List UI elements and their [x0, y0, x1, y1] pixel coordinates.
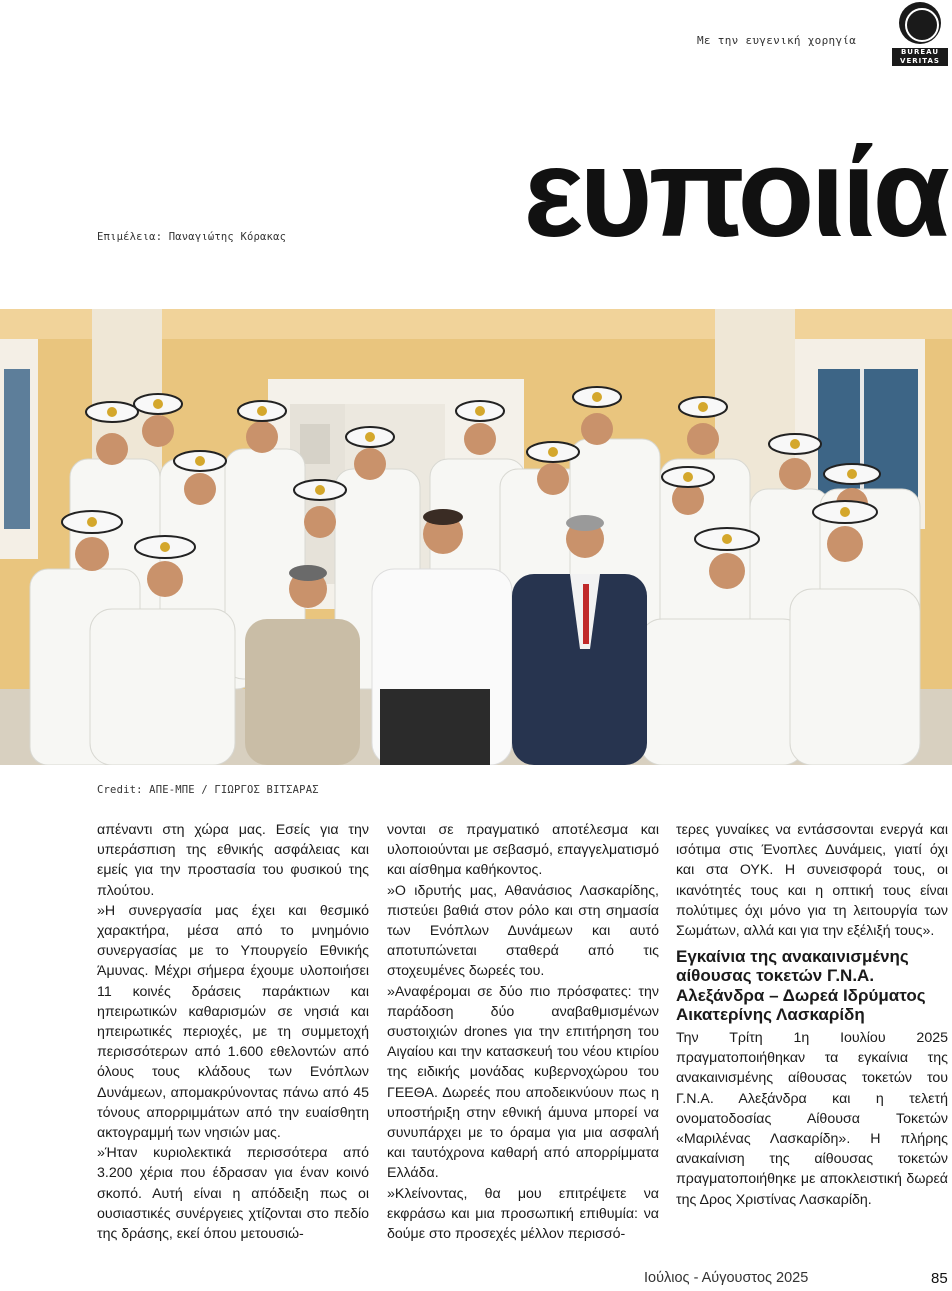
page-number: 85 — [931, 1270, 948, 1287]
logo-wordmark-line1: BUREAU — [900, 48, 940, 56]
article-column-1 — [97, 820, 369, 1244]
logo-wordmark-line2: VERITAS — [900, 57, 940, 65]
logo-wordmark — [892, 48, 948, 66]
paragraph: »Αναφέρομαι σε δύο πιο πρόσφατες: την παράδοση δύο αναβαθμισμένων συστοιχιών drones για την επιτήρηση του Αιγαίου και την κατασκευή του νέου κτιρίου της ειδικής μονάδας κυβερνοχώρου του ΓΕΕΘΑ. Δωρεές που αποδεικνύουν πως η υποστήριξη στην εθνική άμυνα μπορεί να συνυπάρχει με το όραμα για μια ασφαλή και ταυτόχρονα καθαρή από απορρίμματα Ελλάδα. — [387, 983, 659, 1182]
paragraph: »Η συνεργασία μας έχει και θεσμικό χαρακτήρα, μέσα από το μνημόνιο συνεργασίας με το Υπουργείο Εθνικής Άμυνας. Μέχρι σήμερα έχουμε υλοποιήσει 11 κοινές δράσεις παράκτιων και ηπειρωτικών καθαρισμών σε νησιά και ηπειρωτικές περιοχές, με τη συμμετοχή περισσότερων από 1.600 εθελοντών από όλους τους κλάδους των Ενόπλων Δυνάμεων, απομακρύνοντας πάνω από 45 τόνους απορριμμάτων από την ευαίσθητη ακτογραμμή των νησιών μας. — [97, 902, 369, 1142]
group-photo — [0, 309, 952, 765]
paragraph: »Ήταν κυριολεκτικά περισσότερα από 3.200 χέρια που έδρασαν για έναν κοινό σκοπό. Αυτή είναι η απόδειξη πως οι ουσιαστικές συνέργειες χτίζονται στο πεδίο της δράσης, εκεί όπου μετουσιώ- — [97, 1145, 369, 1243]
bureau-veritas-logo — [892, 0, 948, 70]
paragraph: απέναντι στη χώρα μας. Εσείς για την υπεράσπιση της εθνικής ασφάλειας και εμείς για την προστασία του φυσικού της πλούτου. — [97, 822, 369, 899]
subsection-heading: Εγκαίνια της ανακαινισμένης αίθουσας τοκετών Γ.Ν.Α. Αλεξάνδρα – Δωρεά Ιδρύματος Αικατερίνης Λασκαρίδη — [676, 947, 926, 1024]
paragraph: νονται σε πραγματικό αποτέλεσμα και υλοποιούνται με σεβασμό, επαγγελματισμό και αίσθημα καθήκοντος. — [387, 822, 659, 879]
article-column-2 — [387, 820, 659, 1244]
logo-seal-icon — [899, 2, 941, 44]
paragraph: Την Τρίτη 1η Ιουλίου 2025 πραγματοποιήθηκαν τα εγκαίνια της ανακαινισμένης αίθουσας τοκετών του Γ.Ν.Α. Αλεξάνδρα και η τελετή ονοματοδοσίας Αίθουσα Τοκετών «Μαριλένας Λασκαρίδη». Η πλήρης ανακαίνιση της αίθουσας τοκετών πραγματοποιήθηκε με αποκλειστική δωρεά της Δρος Χριστίνας Λασκαρίδη. — [676, 1030, 948, 1208]
issue-date: Ιούλιος - Αύγουστος 2025 — [644, 1270, 809, 1286]
article-column-3 — [676, 820, 948, 1210]
section-title: ευποιία — [523, 122, 946, 263]
editor-credit: Επιμέλεια: Παναγιώτης Κόρακας — [97, 231, 287, 243]
paragraph: τερες γυναίκες να εντάσσονται ενεργά και ισότιμα στις Ένοπλες Δυνάμεις, γιατί όχι και στα ΟΥΚ. Η συνεισφορά τους, οι ικανότητές τους και η οπτική τους είναι πολύτιμες όχι μόνο για τη λειτουργία των Σωμάτων, αλλά και για την εξέλιξή τους». — [676, 822, 948, 940]
paragraph: »Ο ιδρυτής μας, Αθανάσιος Λασκαρίδης, πιστεύει βαθιά στον ρόλο και στη σημασία των Ενόπλων Δυνάμεων και αυτό αποτυπώνεται σταθερά από τις στοχευμένες δωρεές του. — [387, 882, 659, 980]
photo-credit: Credit: ΑΠΕ-ΜΠΕ / ΓΙΩΡΓΟΣ ΒΙΤΣΑΡΑΣ — [97, 784, 319, 796]
sponsor-label: Με την ευγενική χορηγία — [697, 34, 857, 47]
paragraph: »Κλείνοντας, θα μου επιτρέψετε να εκφράσω και μια προσωπική επιθυμία: να δούμε στο προσεχές μέλλον περισσό- — [387, 1185, 659, 1243]
